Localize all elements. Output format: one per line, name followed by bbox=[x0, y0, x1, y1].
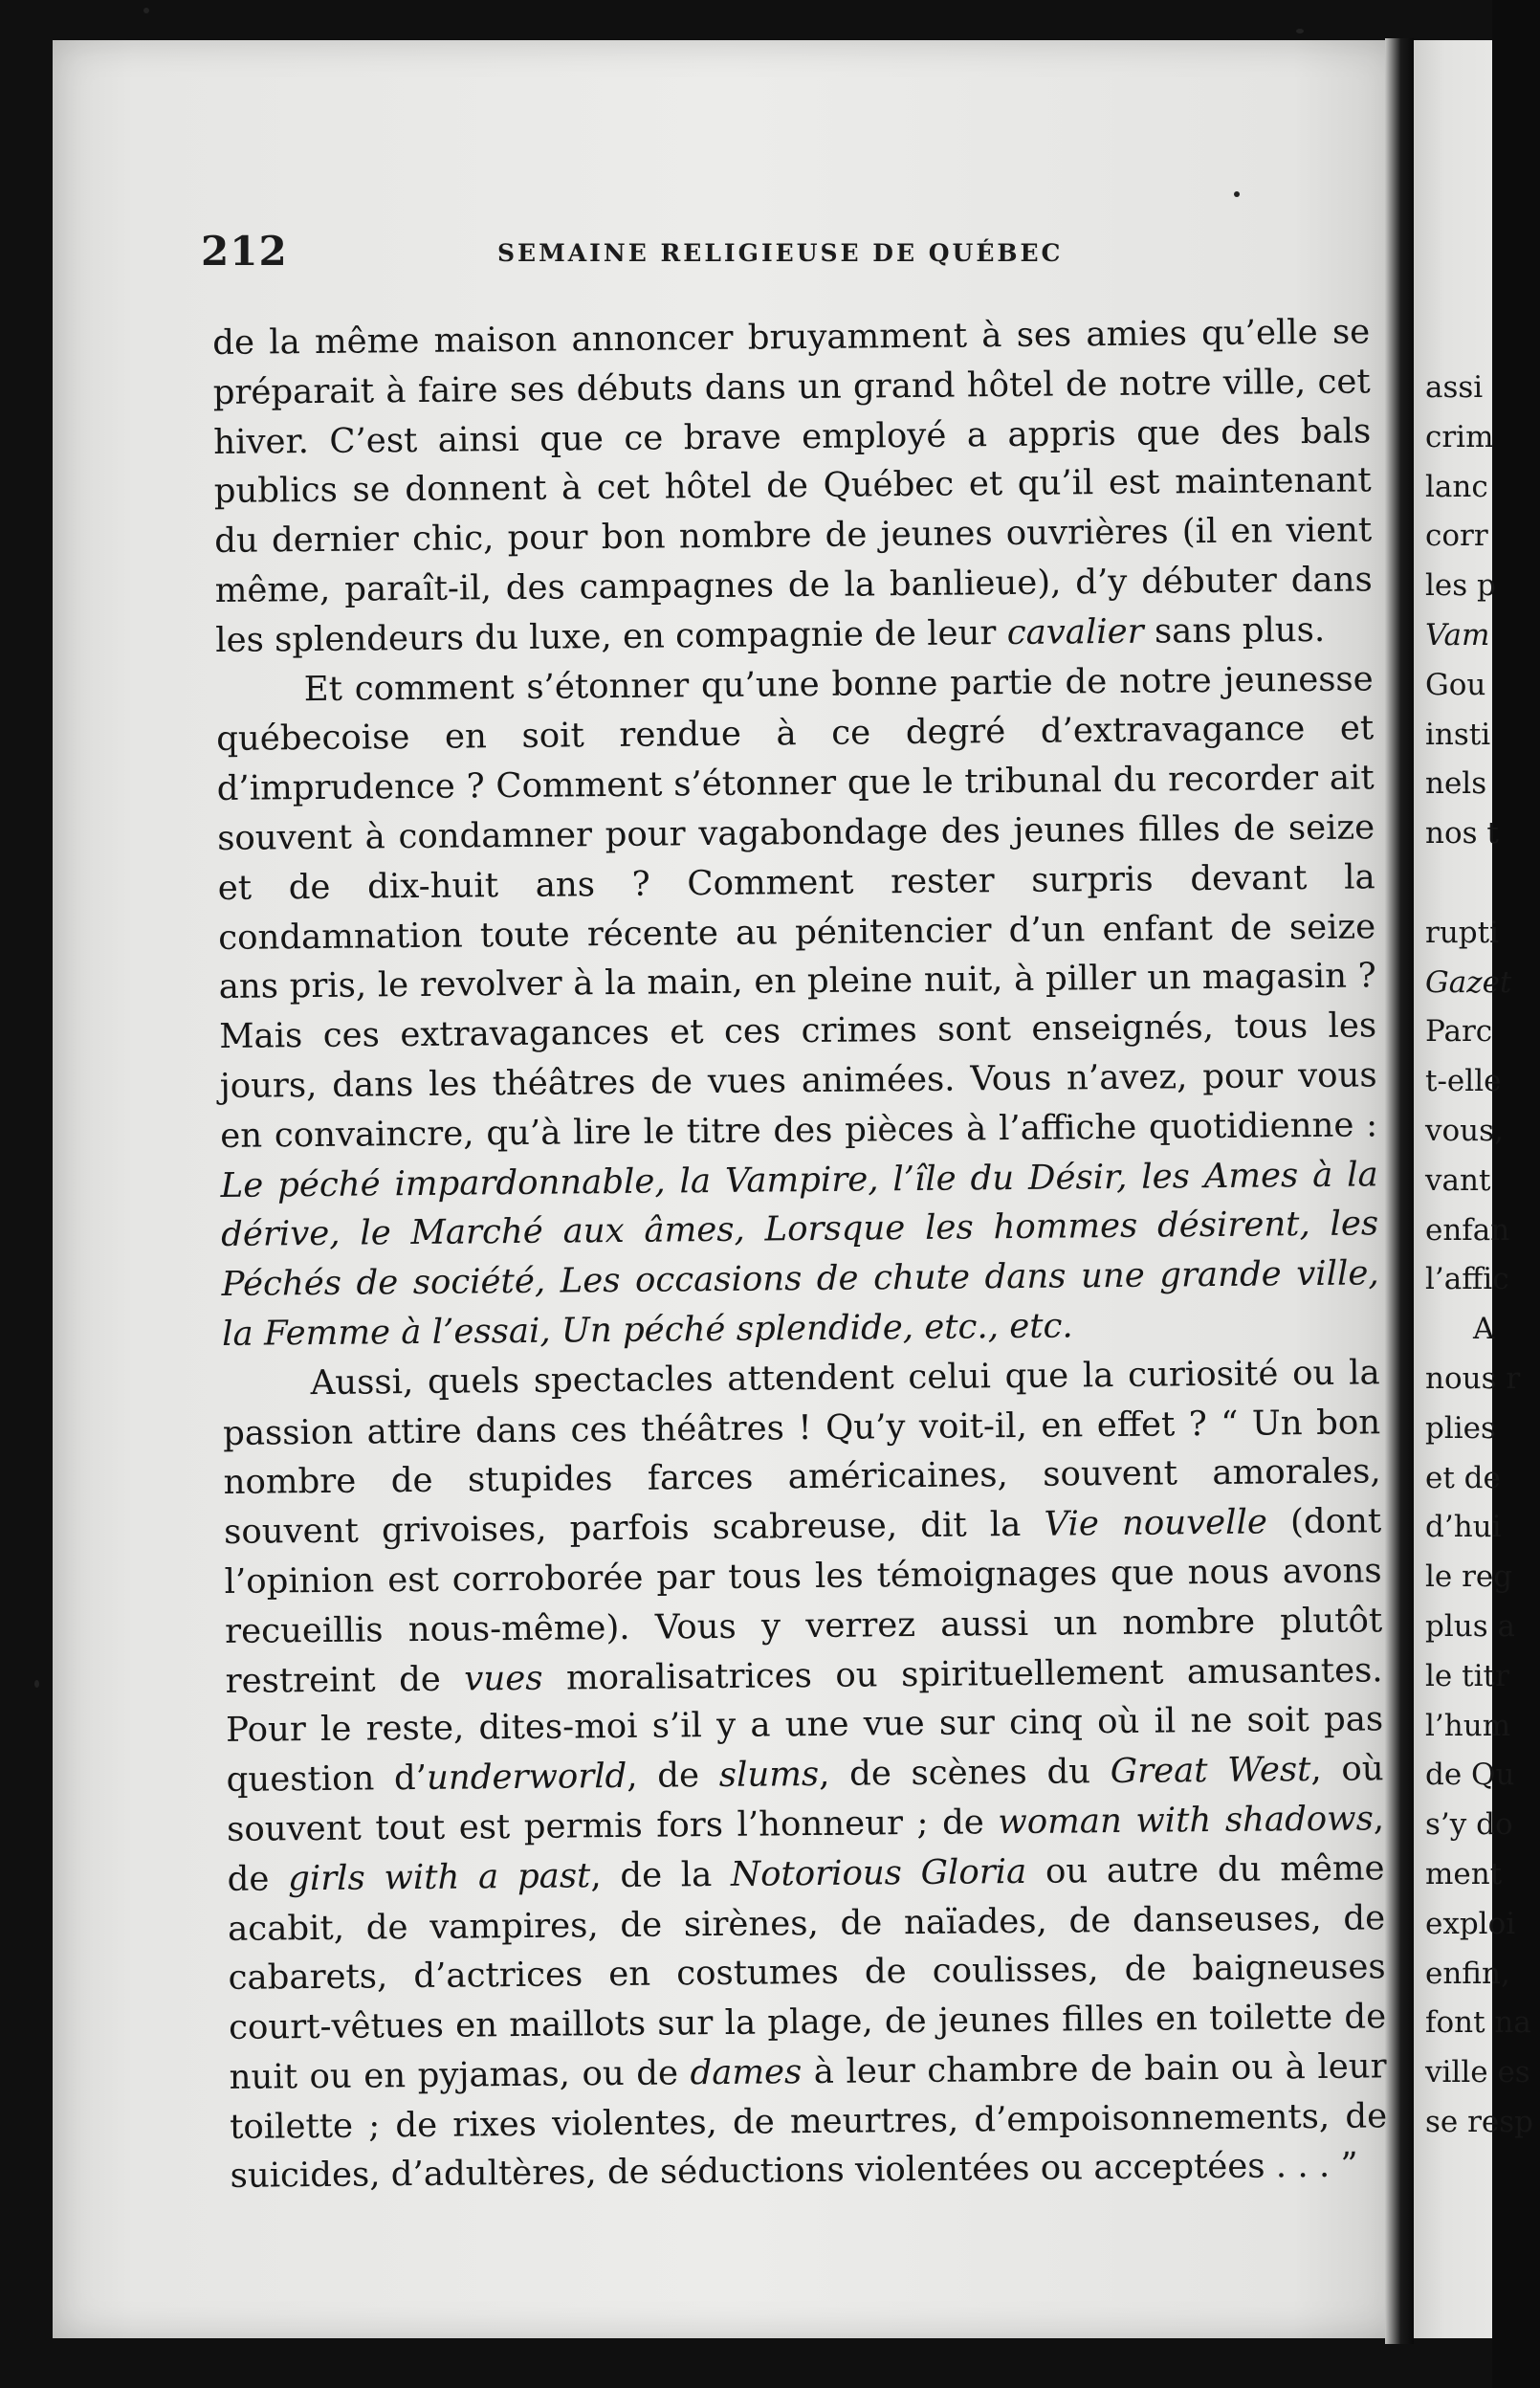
right-line: ville es bbox=[1425, 2055, 1530, 2090]
paragraph-3-text-d: , de bbox=[627, 1756, 700, 1797]
right-line: s’y do bbox=[1425, 1807, 1513, 1843]
right-line: Parc bbox=[1425, 1014, 1493, 1050]
right-line: de Qu bbox=[1425, 1758, 1515, 1793]
right-line: vant bbox=[1425, 1162, 1491, 1198]
paragraph-1-emphasis: cavalier bbox=[1006, 611, 1144, 652]
film-titles-list: Le péché impardonnable, la Vampire, l’île du Désir, les Ames à la dérive, le Marché aux âmes, Lorsque les hommes désirent, les Péchés de société, Les occasions de chute dans une grande ville, la Femme à l’essai, Un péché splendide, etc., etc. bbox=[220, 1154, 1379, 1354]
right-line: ment bbox=[1425, 1856, 1503, 1891]
right-line: et de bbox=[1425, 1460, 1501, 1495]
paragraph-3-emphasis-4: slums bbox=[718, 1755, 820, 1796]
right-line-gap bbox=[1425, 859, 1540, 909]
paragraph-3-text-a: Aussi, quels spectacles attendent celui que la curiosité ou la passion attire dans ces théâtres ! Qu’y voit-il, en effet ? “ Un bon nombre de stupides farces américaines, souvent amorales, souvent grivoises, parfois scabreuse, dit la bbox=[222, 1353, 1381, 1553]
right-line: le titr bbox=[1425, 1658, 1509, 1693]
right-line: l’hum bbox=[1425, 1708, 1511, 1743]
paragraph-1-end: sans plus. bbox=[1154, 609, 1326, 652]
right-line: t-elle bbox=[1425, 1064, 1502, 1099]
paragraph-3-text-j: à leur chambre de bain ou à leur toilette ; de rixes violentes, de meurtres, d’empoisonnements, de suicides, d’adultères, de séductions violentées ou acceptées . . . ” bbox=[229, 2046, 1388, 2197]
body-text bbox=[212, 307, 1388, 2201]
right-line: Vam bbox=[1425, 617, 1490, 652]
paragraph-3-emphasis-7: girls with a past bbox=[287, 1855, 591, 1899]
right-line: Gazet bbox=[1425, 964, 1512, 1000]
right-line: enfin, bbox=[1425, 1956, 1510, 1991]
right-line: plus a bbox=[1425, 1608, 1515, 1644]
paragraph-3-text-f: , où souvent tout est permis fors l’honneur ; de bbox=[226, 1749, 1384, 1849]
paragraph-3-text-g: , de bbox=[227, 1799, 1385, 1899]
right-line: d’hui bbox=[1425, 1510, 1502, 1545]
paragraph-2 bbox=[215, 654, 1379, 1360]
right-line: le reg bbox=[1425, 1559, 1513, 1595]
running-header bbox=[201, 228, 1387, 285]
right-line: corr bbox=[1425, 519, 1488, 554]
right-line: nos t bbox=[1425, 816, 1499, 851]
right-line: plies bbox=[1425, 1410, 1496, 1446]
right-line: crim bbox=[1425, 419, 1494, 454]
right-line: nous r bbox=[1425, 1360, 1521, 1396]
scan-speck bbox=[143, 8, 149, 13]
right-line: lanc bbox=[1425, 469, 1488, 504]
scan-speck bbox=[1296, 29, 1304, 33]
book-gutter bbox=[1385, 38, 1414, 2344]
paragraph-3 bbox=[222, 1348, 1387, 2201]
paragraph-3-text-e: , de scènes du bbox=[818, 1752, 1091, 1795]
right-line: Gou bbox=[1425, 667, 1486, 702]
right-line: les p bbox=[1425, 568, 1496, 604]
running-title: SEMAINE RELIGIEUSE DE QUÉBEC bbox=[497, 239, 1064, 267]
paragraph-3-emphasis-5: Great West bbox=[1110, 1750, 1311, 1792]
right-line: font na bbox=[1425, 2005, 1531, 2041]
paragraph-3-emphasis-8: Notorious Gloria bbox=[730, 1851, 1027, 1894]
right-line: exploi bbox=[1425, 1906, 1516, 1941]
paragraph-1 bbox=[212, 307, 1373, 665]
right-line: enfan bbox=[1425, 1212, 1510, 1248]
paragraph-3-emphasis-2: vues bbox=[464, 1658, 543, 1699]
paragraph-3-text-c: moralisatrices ou spirituellement amusantes. Pour le reste, dites-moi s’il y a une vue sur cinq où il ne soit pas question d’ bbox=[225, 1649, 1384, 1801]
paragraph-3-text-b: (dont l’opinion est corroborée par tous les témoignages que nous avons recueillis nous-même). Vous y verrez aussi un nombre plutôt restreint de bbox=[224, 1501, 1383, 1701]
scan-speck bbox=[34, 1680, 39, 1688]
right-line: insti bbox=[1425, 717, 1491, 752]
right-line: nels bbox=[1425, 766, 1487, 802]
right-line: assi bbox=[1425, 370, 1484, 405]
paragraph-3-emphasis-3: underworld bbox=[426, 1757, 627, 1799]
right-line: se resp bbox=[1425, 2104, 1534, 2139]
right-line: A bbox=[1473, 1312, 1495, 1347]
right-line: l’affic bbox=[1425, 1262, 1509, 1297]
right-line: vous, bbox=[1425, 1113, 1504, 1148]
paragraph-2-text: Et comment s’étonner qu’une bonne partie de notre jeunesse québecoise en soit rendue à ce degré d’extravagance et d’imprudence ? Comment s’étonner que le tribunal du recorder ait souvent à condamner pour vagabondage des jeunes filles de seize et de dix-huit ans ? Comment rester surpris devant la condamnation toute récente au pénitencier d’un enfant de seize ans pris, le revolver à la main, en pleine nuit, à piller un magasin ? Mais ces extravagances et ces crimes sont enseignés, tous les jours, dans les théâtres de vues animées. Vous n’avez, pour vous en convaincre, qu’à lire le titre des pièces à l’affiche quotidienne : bbox=[216, 658, 1378, 1156]
right-page-text bbox=[1425, 364, 1540, 2148]
paragraph-3-emphasis-6: woman with shadows bbox=[998, 1799, 1375, 1843]
paragraph-3-text-h: , de la bbox=[590, 1854, 713, 1895]
page-number: 212 bbox=[201, 228, 288, 275]
right-line: rupti bbox=[1425, 915, 1500, 950]
paragraph-3-text-i: ou autre du même acabit, de vampires, de sirènes, de naïades, de danseuses, de cabarets, d’actrices en costumes de coulisses, de baigneuses court-vêtues en maillots sur la plage, de jeunes filles en toilette de nuit ou en pyjamas, ou de bbox=[227, 1848, 1387, 2097]
paragraph-1-text: de la même maison annoncer bruyamment à ses amies qu’elle se préparait à faire ses débuts dans un grand hôtel de notre ville, cet hiver. C’est ainsi que ce brave employé a appris que des bals publics se donnent à cet hôtel de Québec et qu’il est maintenant du dernier chic, pour bon nombre de jeunes ouvrières (il en vient même, paraît-il, des campagnes de la banlieue), d’y débuter dans les splendeurs du luxe, en compagnie de leur bbox=[212, 312, 1373, 660]
paragraph-3-emphasis-1: Vie nouvelle bbox=[1044, 1502, 1268, 1544]
scan-speck bbox=[1234, 191, 1240, 197]
paragraph-3-emphasis-9: dames bbox=[690, 2052, 803, 2093]
